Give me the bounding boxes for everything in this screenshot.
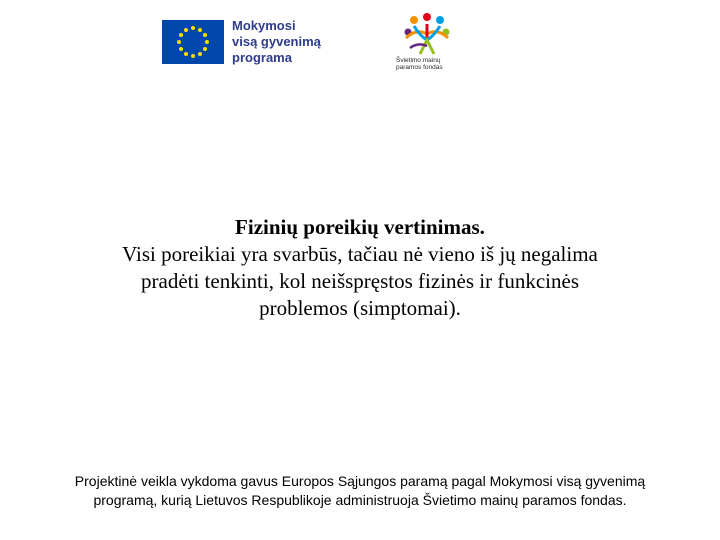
eu-logo-text xyxy=(232,18,321,66)
eu-flag-icon xyxy=(162,20,224,64)
eu-logo-line-1: Mokymosi xyxy=(232,18,296,33)
body-line-3: problemos (simptomai). xyxy=(259,296,461,320)
footer-line-1: Projektinė veikla vykdoma gavus Europos Sąjungos paramą pagal Mokymosi visą gyvenimą xyxy=(74,473,646,489)
eu-logo-line-3: programa xyxy=(232,50,292,65)
footer-note xyxy=(20,472,700,510)
smpf-logo-line-2: paramos fondas xyxy=(396,64,443,71)
smpf-logo xyxy=(396,12,462,74)
smpf-logo-text xyxy=(396,57,462,71)
eu-lifelong-learning-logo xyxy=(162,16,332,68)
body-line-2: pradėti tenkinti, kol neišspręstos fizinės ir funkcinės xyxy=(141,269,579,293)
people-figures-icon xyxy=(400,12,454,56)
logo-bar xyxy=(0,0,720,80)
eu-logo-line-2: visą gyvenimą xyxy=(232,34,321,49)
smpf-logo-line-1: Švietimo mainų xyxy=(396,57,441,64)
body-line-1: Visi poreikiai yra svarbūs, tačiau nė vieno iš jų negalima xyxy=(122,242,598,266)
slide-title: Fizinių poreikių vertinimas. xyxy=(235,215,485,239)
slide-body xyxy=(60,214,660,322)
footer-line-2: programą, kurią Lietuvos Respublikoje administruoja Švietimo mainų paramos fondas. xyxy=(93,492,627,508)
